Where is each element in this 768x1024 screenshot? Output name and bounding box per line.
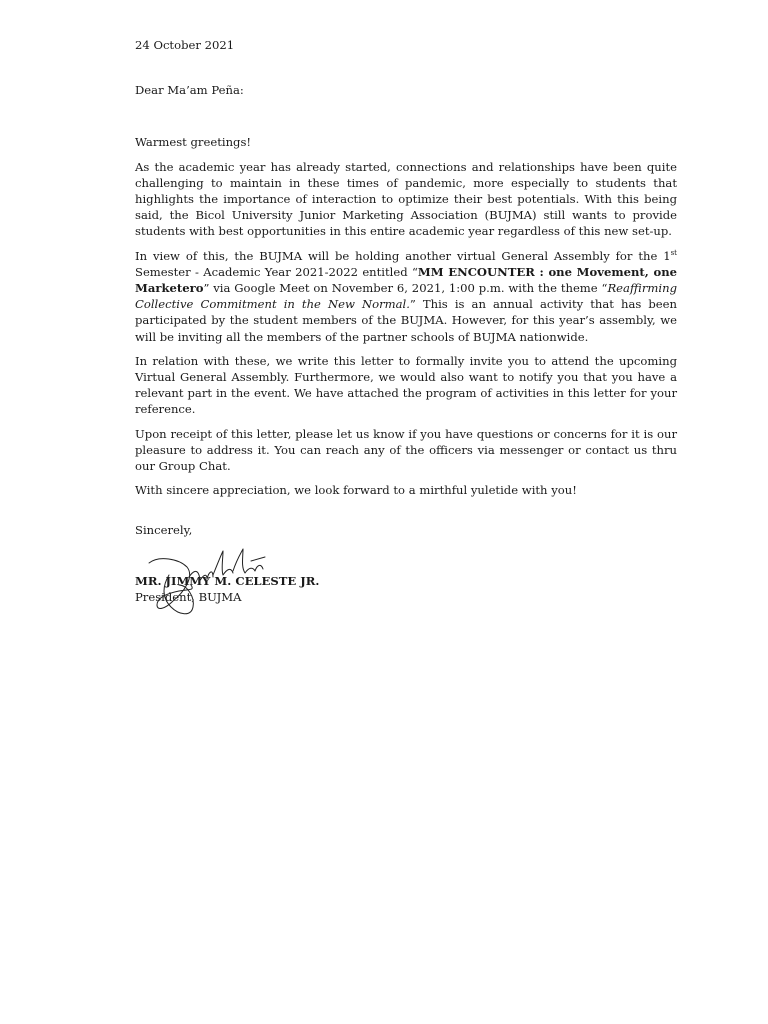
event-title: MM ENCOUNTER : one Movement, one Marketero [135,264,677,296]
paragraph-2 [135,248,677,345]
paragraph-2-text-a: In view of this, the BUJMA will be holding another virtual General Assembly for the 1 [135,248,671,263]
greeting: Warmest greetings! [135,135,252,150]
closing: Sincerely, [135,523,193,538]
letter-date: 24 October 2021 [135,38,235,52]
superscript-st: st [670,248,677,257]
paragraph-4: Upon receipt of this letter, please let us know if you have questions or concerns for it is our pleasure to address it. You can reach any of the officers via messenger or contact us thru our Group Chat. [135,426,677,474]
paragraph-2-text-d: ” This is an annual activity that has been participated by the student members of the BUJMA. However, for this year’s assembly, we will be inviting all the members of the partner schools of BUJMA nationwide. [135,297,677,344]
signer-name: MR. JIMMY M. CELESTE JR. [135,573,320,588]
salutation: Dear Ma’am Peña: [135,83,244,98]
signature-block [135,573,677,605]
paragraph-2-text-c: ” via Google Meet on November 6, 2021, 1:00 p.m. with the theme “ [203,281,608,296]
paragraph-3: In relation with these, we write this letter to formally invite you to attend the upcoming Virtual General Assembly. Furthermore, we would also want to notify you that you have a relevant part in the event. We have attached the program of activities in this letter for your reference. [135,353,677,417]
paragraph-5: With sincere appreciation, we look forward to a mirthful yuletide with you! [135,483,577,498]
letter-page [135,37,677,605]
signer-title: President, BUJMA [135,589,242,604]
paragraph-2-text-b: Semester - Academic Year 2021-2022 entitled “ [135,264,418,279]
event-theme: Reaffirming Collective Commitment in the New Normal. [135,281,677,312]
paragraph-1: As the academic year has already started, connections and relationships have been quite challenging to maintain in these times of pandemic, more especially to students that highlights the importance of interaction to optimize their best potentials. With this being said, the Bicol University Junior Marketing Association (BUJMA) still wants to provide students with best opportunities in this entire academic year regardless of this new set-up. [135,159,677,239]
